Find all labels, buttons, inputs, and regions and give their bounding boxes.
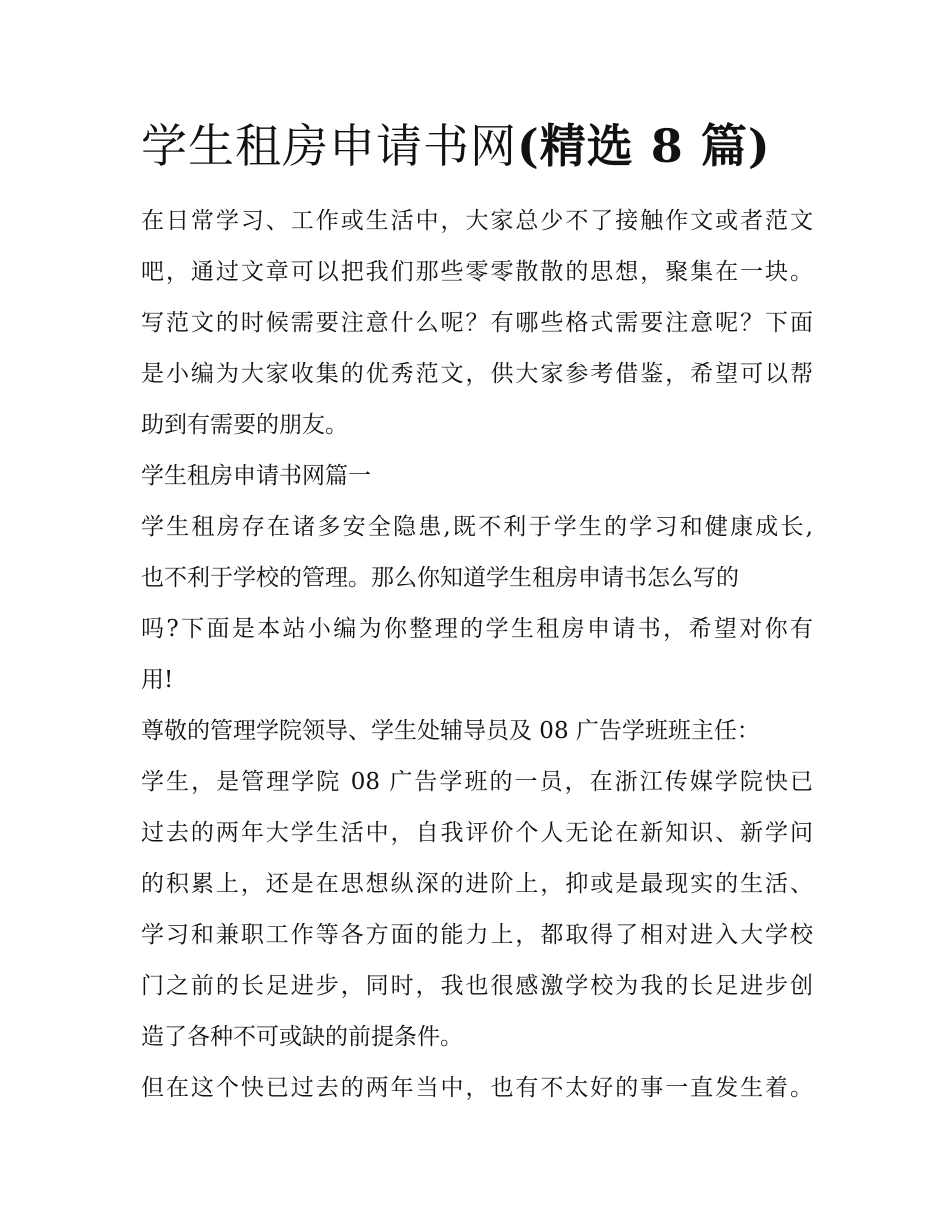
document-title [141, 114, 821, 178]
body-line: 尊敬的管理学院领导、学生处辅导员及 08 广告学班班主任： [141, 718, 760, 744]
body-line: 但在这个快已过去的两年当中，也有不太好的事一直发生着。 [141, 1075, 813, 1101]
body-line: 写范文的时候需要注意什么呢？有哪些格式需要注意呢？下面 [141, 310, 813, 336]
body-line: 是小编为大家收集的优秀范文，供大家参考借鉴，希望可以帮 [141, 361, 813, 387]
body-line: 过去的两年大学生活中，自我评价个人无论在新知识、新学问 [141, 820, 813, 846]
body-line: 也不利于学校的管理。那么你知道学生租房申请书怎么写的 [141, 565, 739, 591]
title-count: 8 [633, 119, 701, 173]
body-line: 学习和兼职工作等各方面的能力上，都取得了相对进入大学校 [141, 922, 813, 948]
body-line: 用! [141, 667, 174, 693]
body-line: 的积累上，还是在思想纵深的进阶上，抑或是最现实的生活、 [141, 871, 813, 897]
body-line: 造了各种不可或缺的前提条件。 [141, 1024, 463, 1050]
body-line: 门之前的长足进步，同时，我也很感激学校为我的长足进步创 [141, 973, 813, 999]
title-paren-open: (精选 [517, 119, 634, 173]
body-line: 学生租房申请书网篇一 [141, 463, 371, 489]
body-line: 吧，通过文章可以把我们那些零零散散的思想，聚集在一块。 [141, 259, 813, 285]
body-line: 学生，是管理学院 08 广告学班的一员，在浙江传媒学院快已 [141, 769, 813, 795]
body-line: 学生租房存在诸多安全隐患,既不利于学生的学习和健康成长, [141, 514, 813, 540]
document-body [141, 196, 813, 1114]
body-line: 在日常学习、工作或生活中，大家总少不了接触作文或者范文 [141, 208, 813, 234]
body-line: 助到有需要的朋友。 [141, 412, 348, 438]
title-paren-close: 篇) [700, 119, 771, 173]
title-main: 学生租房申请书网 [141, 119, 517, 173]
body-line: 吗?下面是本站小编为你整理的学生租房申请书，希望对你有 [141, 616, 813, 642]
